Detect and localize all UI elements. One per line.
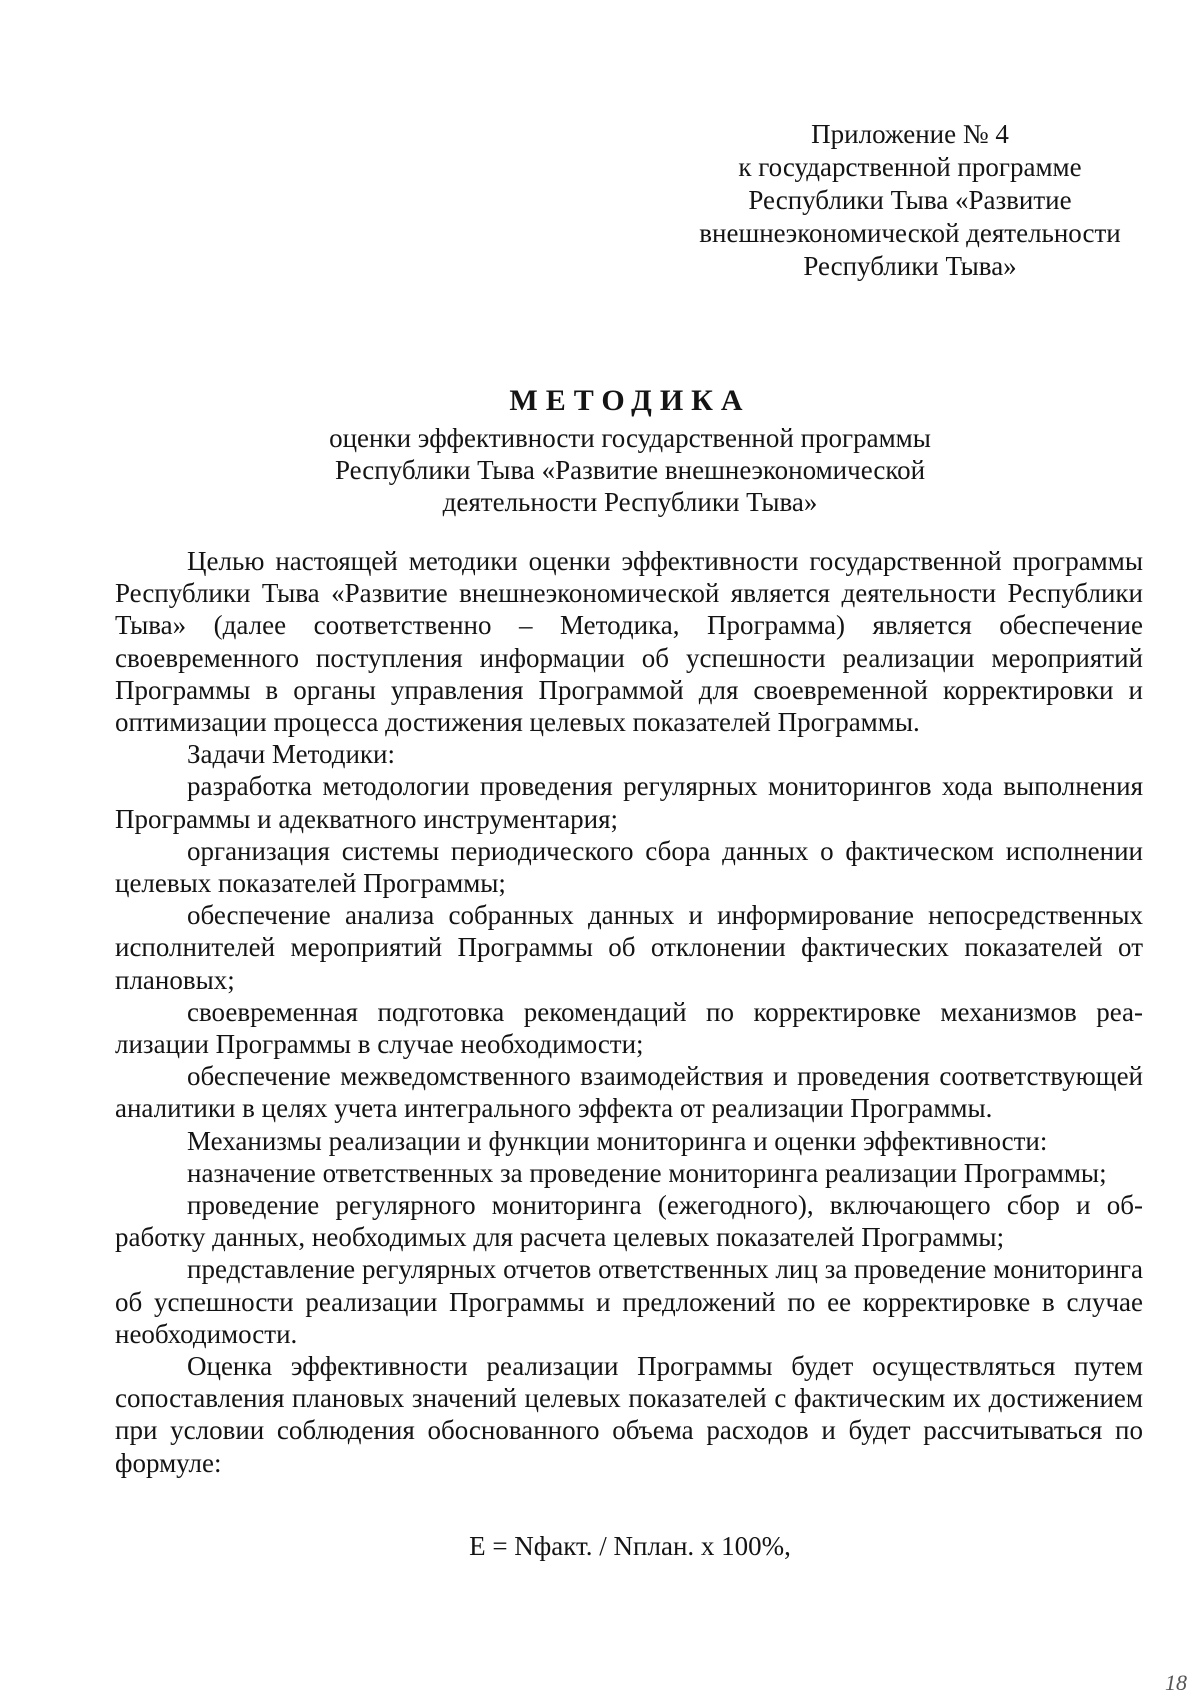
body-paragraph: организация системы периодического сбора данных о фактическом исполнении целевых показателей Программы; xyxy=(115,835,1143,899)
document-subtitle-line: оценки эффективности государственной программы xyxy=(329,423,931,453)
body-paragraph: обеспечение межведомственного взаимодействия и проведения соответствующей аналитики в целях учета интегрального эффекта от реализации Программы. xyxy=(115,1061,1143,1124)
body-paragraph: Задачи Методики: xyxy=(187,739,395,770)
body-paragraph: Механизмы реализации и функции мониторинга и оценки эффективности: xyxy=(187,1125,1048,1156)
efficiency-formula: E = Nфакт. / Nплан. х 100%, xyxy=(469,1531,791,1561)
document-heading xyxy=(0,380,1200,518)
body-paragraph: проведение регулярного мониторинга (ежегодного), включающего сбор и обработку данных, необходимых для расчета целевых показателей Программы; xyxy=(115,1190,1143,1253)
document-subtitle-line: Республики Тыва «Развитие внешнеэкономической xyxy=(334,455,926,485)
document-title: МЕТОДИКА xyxy=(509,384,751,417)
page-number: 18 xyxy=(1165,1670,1187,1695)
appendix-line: к государственной программе xyxy=(738,152,1082,182)
document-subtitle-line: деятельности Республики Тыва» xyxy=(442,487,818,517)
body-paragraph: своевременная подготовка рекомендаций по корректировке механизмов реализации Программы в случае необходимости; xyxy=(115,996,1143,1060)
appendix-header xyxy=(680,118,1140,283)
body-paragraph: Целью настоящей методики оценки эффективности государственной программы Республики Тыва «Развитие внешнеэкономической является деятельности Республики Тыва» (далее соответственно – Методика, Программа) является обеспечение своевременного поступления информации об успешности реализации мероприятий Программы в органы управления Программой для своевременной корректировки и оптимизации процесса достижения целевых показателей Программы. xyxy=(115,546,1143,738)
body-paragraph: обеспечение анализа собранных данных и информирование непосредственных исполнителей мероприятий Программы об отклонении фактических показателей от плановых; xyxy=(115,900,1143,995)
document-body xyxy=(115,545,1143,1479)
appendix-line: внешнеэкономической деятельности xyxy=(699,218,1121,248)
body-paragraph: представление регулярных отчетов ответственных лиц за проведение мониторинга об успешности реализации Программы и предложений по ее корректировке в случае необходимости. xyxy=(115,1254,1143,1349)
appendix-line: Республики Тыва «Развитие xyxy=(748,185,1072,215)
appendix-line: Приложение № 4 xyxy=(811,119,1009,149)
body-paragraph: разработка методологии проведения регулярных мониторингов хода выполнения Программы и адекватного инструментария; xyxy=(115,771,1143,834)
body-paragraph: назначение ответственных за проведение мониторинга реализации Программы; xyxy=(187,1157,1107,1188)
body-paragraph: Оценка эффективности реализации Программы будет осуществляться путем сопоставления плановых значений целевых показателей с фактическим их достижением при условии соблюдения обоснованного объема расходов и будет рассчитываться по формуле: xyxy=(115,1351,1143,1478)
appendix-line: Республики Тыва» xyxy=(803,251,1017,281)
